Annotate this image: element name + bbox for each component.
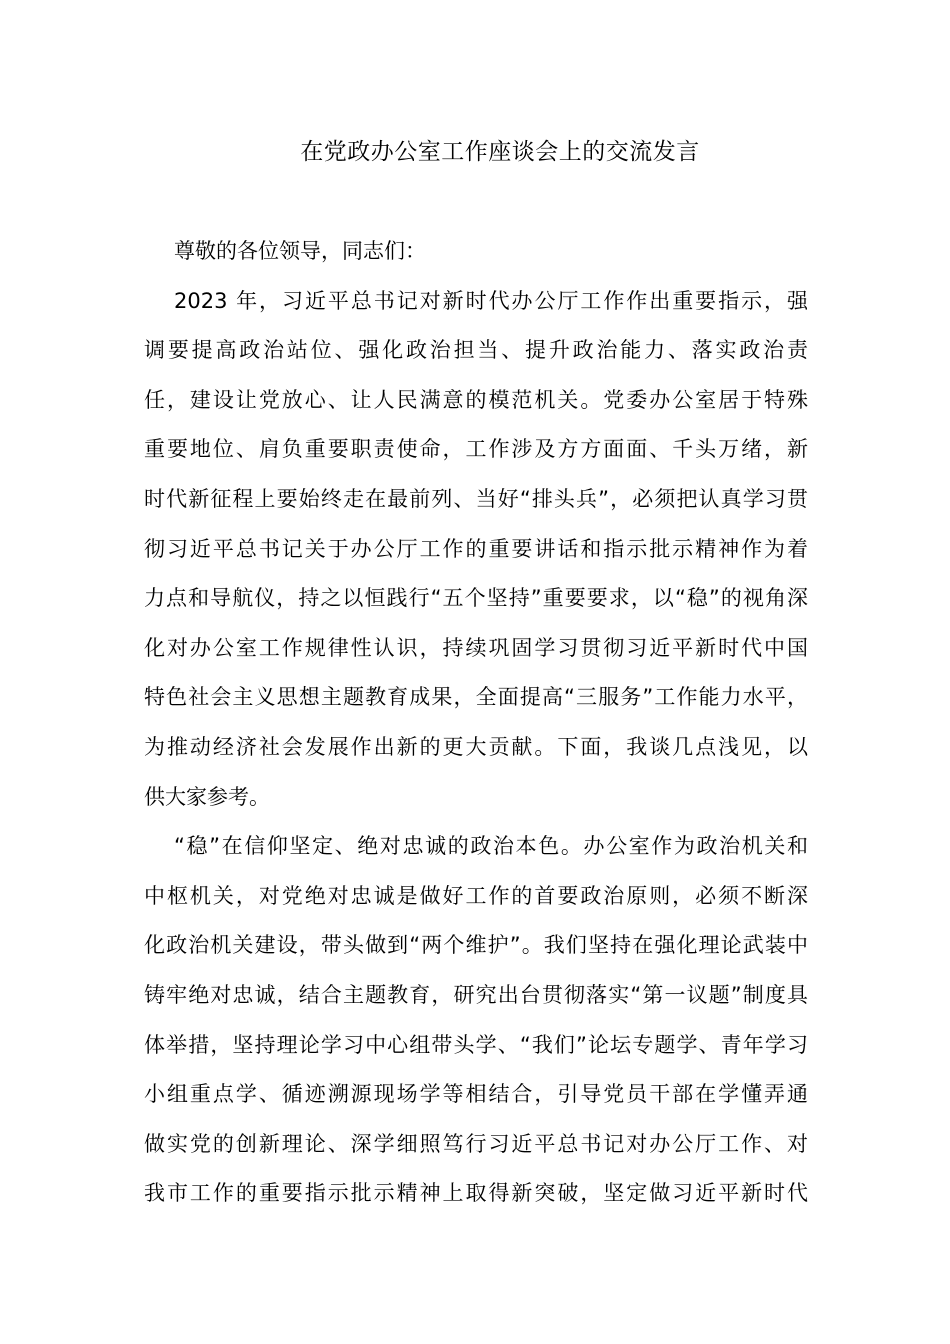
paragraph-line: 做实党的创新理论、深学细照笃行习近平总书记对办公厅工作、对 xyxy=(144,1131,808,1156)
paragraph-line: 为推动经济社会发展作出新的更大贡献。下面，我谈几点浅见，以 xyxy=(144,734,808,759)
paragraph-line: 化对办公室工作规律性认识，持续巩固学习贯彻习近平新时代中国 xyxy=(144,635,808,660)
paragraph-line: 2023 年，习近平总书记对新时代办公厅工作作出重要指示，强 xyxy=(174,288,808,313)
document-body xyxy=(144,227,808,1219)
paragraph-line: 中枢机关，对党绝对忠诚是做好工作的首要政治原则，必须不断深 xyxy=(144,883,808,908)
paragraph-line: 我市工作的重要指示批示精神上取得新突破，坚定做习近平新时代 xyxy=(144,1181,808,1206)
paragraph-line: “稳”在信仰坚定、绝对忠诚的政治本色。办公室作为政治机关和 xyxy=(174,834,808,859)
paragraph-line: 时代新征程上要始终走在最前列、当好“排头兵”，必须把认真学习贯 xyxy=(144,486,808,511)
paragraph-line: 任，建设让党放心、让人民满意的模范机关。党委办公室居于特殊 xyxy=(144,387,808,412)
paragraph-line: 铸牢绝对忠诚，结合主题教育，研究出台贯彻落实“第一议题”制度具 xyxy=(144,982,808,1007)
paragraph-line: 彻习近平总书记关于办公厅工作的重要讲话和指示批示精神作为着 xyxy=(144,536,808,561)
paragraph-line: 小组重点学、循迹溯源现场学等相结合，引导党员干部在学懂弄通 xyxy=(144,1082,808,1107)
salutation-line: 尊敬的各位领导，同志们： xyxy=(174,239,426,263)
document-title: 在党政办公室工作座谈会上的交流发言 xyxy=(300,139,700,165)
paragraph-line: 特色社会主义思想主题教育成果，全面提高“三服务”工作能力水平， xyxy=(144,685,808,710)
paragraph-line: 力点和导航仪，持之以恒践行“五个坚持”重要要求，以“稳”的视角深 xyxy=(144,586,808,611)
paragraph-line: 化政治机关建设，带头做到“两个维护”。我们坚持在强化理论武装中 xyxy=(144,933,808,958)
paragraph-line: 供大家参考。 xyxy=(144,784,270,809)
paragraph-line: 体举措，坚持理论学习中心组带头学、“我们”论坛专题学、青年学习 xyxy=(144,1032,808,1057)
paragraph-line: 调要提高政治站位、强化政治担当、提升政治能力、落实政治责 xyxy=(144,338,808,363)
paragraph-line: 重要地位、肩负重要职责使命，工作涉及方方面面、千头万绪，新 xyxy=(144,437,808,462)
